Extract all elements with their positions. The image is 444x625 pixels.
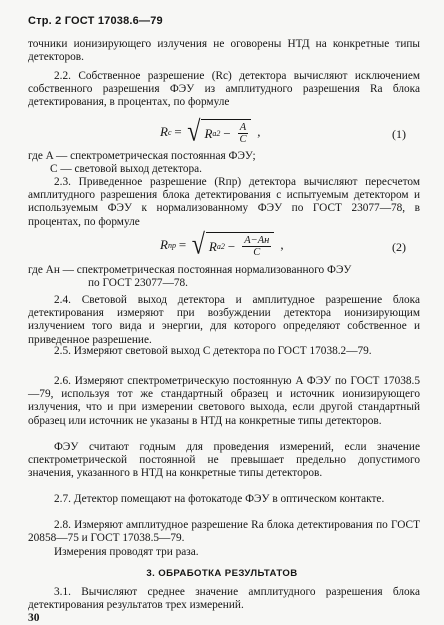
formula-2: R пр = √ R а 2 − $\frac{A-Aн}{C}$ , <box>160 229 284 261</box>
paragraph-2-2: 2.2. Собственное разрешение (Rс) детектора вычисляют исключением собственного разрешения ФЭУ из амплитудного разрешения Rа блока детектирования, в процентах, по формуле <box>28 70 420 109</box>
formula-1-number: (1) <box>392 127 406 141</box>
paragraph-2-8: 2.8. Измеряют амплитудное разрешение Rа блока детектирования по ГОСТ 20858—75 и ГОСТ 17038.5—79. <box>28 519 420 545</box>
where-c: C — световой выход детектора. <box>50 163 203 175</box>
where-an: где Aн — спектрометрическая постоянная нормализованного ФЭУ <box>28 264 352 276</box>
formula-2-number: (2) <box>392 240 406 254</box>
where-a: где A — спектрометрическая постоянная ФЭУ; <box>28 150 256 162</box>
paragraph-2-7: 2.7. Детектор помещают на фотокатоде ФЭУ в оптическом контакте. <box>54 493 385 505</box>
paragraph-3-1: 3.1. Вычисляют среднее значение амплитудного разрешения блока детектирования результатов трех измерений. <box>28 586 420 612</box>
paragraph-2-3: 2.3. Приведенное разрешение (Rпр) детектора вычисляют пересчетом амплитудного разрешения блока детектирования с испытуемым детектором и используемым ФЭУ к нормализованному ФЭУ по ГОСТ 23077—78, в процентах, по формуле <box>28 176 420 228</box>
paragraph-2-5: 2.5. Измеряют световой выход C детектора по ГОСТ 17038.2—79. <box>54 345 372 357</box>
formula-1: R с = √ R а 2 − $\frac{A}{C}$ , <box>160 116 261 148</box>
page-number: 30 <box>28 612 40 624</box>
page-header: Стр. 2 ГОСТ 17038.6—79 <box>28 15 163 27</box>
paragraph-2-4: 2.4. Световой выход детектора и амплитудное разрешение блока детектирования измеряют при возбуждении детектора ионизирующим излучением того вида и энергии, для которого определяют собственное и приведенное разрешение. <box>28 294 420 346</box>
paragraph-continuation: точники ионизирующего излучения не оговорены НТД на конкретные типы детекторов. <box>28 38 420 64</box>
paragraph-2-6: 2.6. Измеряют спектрометрическую постоянную A ФЭУ по ГОСТ 17038.5—79, используя тот же стандартный образец и источник ионизирующего излучения, что и при измерении светового выхода, если другой стандартный образец или источник не указаны в НТД на конкретные типы детекторов. <box>28 375 420 427</box>
paragraph-three-times: Измерения проводят три раза. <box>54 546 199 558</box>
where-an-gost: по ГОСТ 23077—78. <box>88 277 188 289</box>
section-title: 3. ОБРАБОТКА РЕЗУЛЬТАТОВ <box>146 568 298 579</box>
paragraph-feu: ФЭУ считают годным для проведения измерений, если значение спектрометрической постоянной не превышает предельно допустимого значения, указанного в НТД на конкретные типы детекторов. <box>28 441 420 480</box>
